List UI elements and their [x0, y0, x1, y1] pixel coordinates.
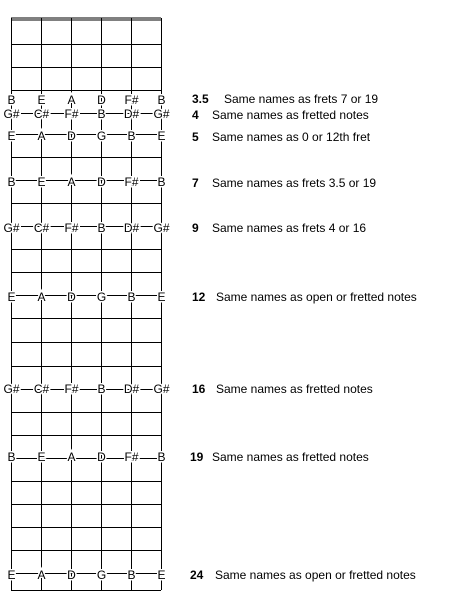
note-label: B [7, 175, 16, 189]
note-label: A [37, 129, 46, 143]
fret-number-19: 19 [190, 450, 204, 464]
note-label: E [157, 290, 166, 304]
note-label: G# [3, 221, 20, 235]
note-label: C# [33, 382, 50, 396]
note-label: E [37, 175, 46, 189]
note-label: D [67, 568, 76, 582]
note-label: A [67, 450, 76, 464]
note-label: E [7, 129, 16, 143]
note-label: G# [3, 107, 20, 121]
note-label: A [67, 175, 76, 189]
note-label: E [157, 129, 166, 143]
fret-description-3.5: Same names as frets 7 or 19 [224, 92, 379, 106]
note-label: D# [123, 221, 140, 235]
note-label: E [7, 290, 16, 304]
note-label: E [7, 568, 16, 582]
fret-number-4: 4 [192, 108, 199, 122]
fret-number-16: 16 [192, 382, 206, 396]
note-label: D [97, 93, 106, 107]
note-label: G# [153, 107, 170, 121]
note-label: G# [153, 382, 170, 396]
fret-number-9: 9 [192, 221, 199, 235]
note-label: F# [64, 221, 79, 235]
note-label: A [37, 290, 46, 304]
note-label: B [127, 129, 136, 143]
note-label: G [96, 568, 107, 582]
note-label: F# [124, 93, 139, 107]
note-label: B [127, 568, 136, 582]
fret-description-16: Same names as fretted notes [216, 382, 373, 396]
note-label: D# [123, 107, 140, 121]
note-label: B [7, 93, 16, 107]
note-label: D [67, 129, 76, 143]
fret-description-19: Same names as fretted notes [212, 450, 369, 464]
note-label: G# [153, 221, 170, 235]
note-label: G# [3, 382, 20, 396]
note-label: B [97, 221, 106, 235]
note-label: B [157, 93, 166, 107]
note-label: D [67, 290, 76, 304]
fret-description-5: Same names as 0 or 12th fret [212, 130, 371, 144]
note-label: E [37, 450, 46, 464]
note-label: B [157, 175, 166, 189]
note-label: D# [123, 382, 140, 396]
note-label: B [97, 382, 106, 396]
fret-description-9: Same names as frets 4 or 16 [212, 221, 367, 235]
note-label: G [96, 290, 107, 304]
fret-number-5: 5 [192, 130, 199, 144]
note-label: G [96, 129, 107, 143]
fret-description-4: Same names as fretted notes [212, 108, 369, 122]
note-label: D [97, 175, 106, 189]
note-label: A [67, 93, 76, 107]
fret-description-7: Same names as frets 3.5 or 19 [212, 176, 377, 190]
fret-description-24: Same names as open or fretted notes [215, 568, 416, 582]
note-label: D [97, 450, 106, 464]
note-label: F# [124, 175, 139, 189]
note-label: F# [64, 382, 79, 396]
fret-number-12: 12 [192, 290, 206, 304]
note-label: A [37, 568, 46, 582]
fret-number-7: 7 [192, 176, 199, 190]
note-label: E [37, 93, 46, 107]
note-label: B [127, 290, 136, 304]
note-label: F# [64, 107, 79, 121]
note-label: F# [124, 450, 139, 464]
fret-number-24: 24 [190, 568, 204, 582]
note-label: B [7, 450, 16, 464]
fret-number-3.5: 3.5 [192, 92, 209, 106]
note-label: C# [33, 221, 50, 235]
fret-description-12: Same names as open or fretted notes [216, 290, 417, 304]
note-label: B [97, 107, 106, 121]
note-label: E [157, 568, 166, 582]
note-label: C# [33, 107, 50, 121]
note-label: B [157, 450, 166, 464]
